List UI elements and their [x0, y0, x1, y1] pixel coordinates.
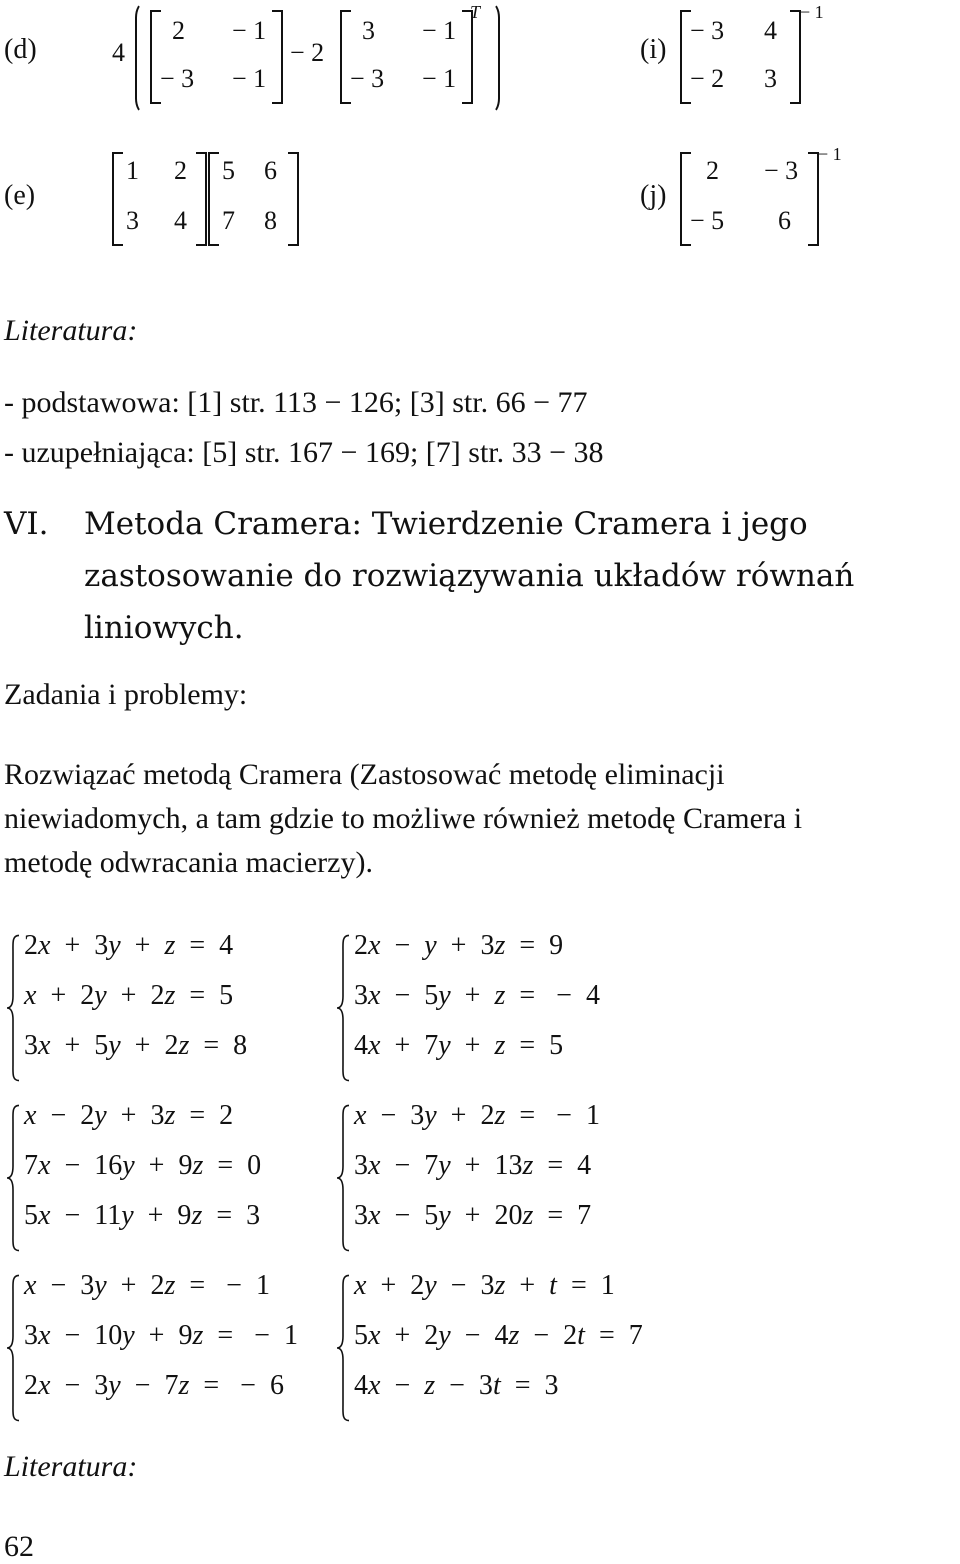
- matrix-cell: − 1: [422, 16, 457, 45]
- bracket-right: [272, 10, 283, 104]
- matrix-cell: − 1: [232, 64, 267, 93]
- matrix-cell: − 5: [690, 206, 725, 235]
- matrix-cell: − 3: [764, 156, 799, 185]
- matrix-cell: − 1: [422, 64, 457, 93]
- instruction-line: niewiadomych, a tam gdzie to możliwe również metodę Cramera i: [4, 802, 803, 835]
- bracket-right: [790, 10, 801, 104]
- label-d: (d): [4, 34, 37, 65]
- matrix-cell: 4: [174, 206, 187, 235]
- system-brace: [336, 1274, 350, 1422]
- matrix-cell: 3: [362, 16, 375, 45]
- literature-item: - podstawowa: [1] str. 113 − 126; [3] str. 66 − 77: [4, 386, 588, 419]
- inverse-sup: − 1: [818, 144, 842, 164]
- system-brace: [6, 934, 20, 1082]
- section-number: VI.: [4, 506, 49, 542]
- equation-line: 4x + 7y + z = 5: [354, 1030, 564, 1061]
- matrix-cell: 8: [264, 206, 277, 235]
- matrix-cell: 3: [764, 64, 777, 93]
- instruction-line: Rozwiązać metodą Cramera (Zastosować metodę eliminacji: [4, 758, 725, 791]
- matrix-cell: − 2: [690, 64, 725, 93]
- label-j: (j): [640, 180, 667, 211]
- section-title: liniowych.: [84, 610, 244, 646]
- bracket-right: [462, 10, 473, 104]
- matrix-cell: 6: [778, 206, 791, 235]
- matrix-cell: 4: [764, 16, 777, 45]
- bracket-left: [112, 152, 123, 246]
- matrix-cell: − 3: [350, 64, 385, 93]
- bracket-right: [196, 152, 207, 246]
- inverse-sup: − 1: [800, 2, 824, 22]
- literature-heading: Literatura:: [4, 314, 138, 347]
- page-number: 62: [4, 1530, 34, 1563]
- equation-line: 3x + 5y + 2z = 8: [24, 1030, 248, 1061]
- matrix-cell: 2: [174, 156, 187, 185]
- literature-item: - uzupełniająca: [5] str. 167 − 169; [7] str. 33 − 38: [4, 436, 604, 469]
- coef-4: 4: [112, 38, 125, 67]
- equation-line: x − 3y + 2z = − 1: [354, 1100, 600, 1131]
- matrix-cell: 2: [706, 156, 719, 185]
- system-brace: [336, 934, 350, 1082]
- matrix-cell: − 3: [160, 64, 195, 93]
- system-brace: [6, 1104, 20, 1252]
- section-title: zastosowanie do rozwiązywania układów równań: [84, 558, 855, 594]
- equation-line: x − 3y + 2z = − 1: [24, 1270, 270, 1301]
- label-i: (i): [640, 34, 667, 65]
- matrix-cell: 7: [222, 206, 235, 235]
- label-e: (e): [4, 180, 36, 211]
- bracket-right: [288, 152, 299, 246]
- equation-line: 3x − 5y + z = − 4: [354, 980, 600, 1011]
- equation-line: 3x − 10y + 9z = − 1: [24, 1320, 298, 1351]
- equation-line: x − 2y + 3z = 2: [24, 1100, 234, 1131]
- matrix-cell: 1: [126, 156, 139, 185]
- equation-line: 2x − 3y − 7z = − 6: [24, 1370, 284, 1401]
- matrix-cell: 6: [264, 156, 277, 185]
- section-title: Metoda Cramera: Twierdzenie Cramera i jego: [84, 506, 808, 542]
- matrix-cell: − 1: [232, 16, 267, 45]
- equation-line: 4x − z − 3t = 3: [354, 1370, 559, 1401]
- literature-heading: Literatura:: [4, 1450, 138, 1483]
- matrix-cell: 2: [172, 16, 185, 45]
- equation-line: 5x + 2y − 4z − 2t = 7: [354, 1320, 643, 1351]
- equation-line: x + 2y + 2z = 5: [24, 980, 234, 1011]
- equation-line: 3x − 5y + 20z = 7: [354, 1200, 592, 1231]
- bracket-left: [208, 152, 219, 246]
- equation-line: x + 2y − 3z + t = 1: [354, 1270, 615, 1301]
- tasks-heading: Zadania i problemy:: [4, 678, 248, 711]
- right-paren: [482, 2, 500, 114]
- operator: − 2: [290, 38, 325, 67]
- system-brace: [6, 1274, 20, 1422]
- transpose-sup: T: [470, 2, 481, 22]
- equation-line: 3x − 7y + 13z = 4: [354, 1150, 592, 1181]
- bracket-right: [808, 152, 819, 246]
- system-brace: [336, 1104, 350, 1252]
- instruction-line: metodę odwracania macierzy).: [4, 846, 373, 879]
- matrix-cell: 5: [222, 156, 235, 185]
- equation-line: 5x − 11y + 9z = 3: [24, 1200, 261, 1231]
- matrix-cell: 3: [126, 206, 139, 235]
- equation-line: 2x − y + 3z = 9: [354, 930, 564, 961]
- equation-line: 2x + 3y + z = 4: [24, 930, 234, 961]
- matrix-cell: − 3: [690, 16, 725, 45]
- equation-line: 7x − 16y + 9z = 0: [24, 1150, 262, 1181]
